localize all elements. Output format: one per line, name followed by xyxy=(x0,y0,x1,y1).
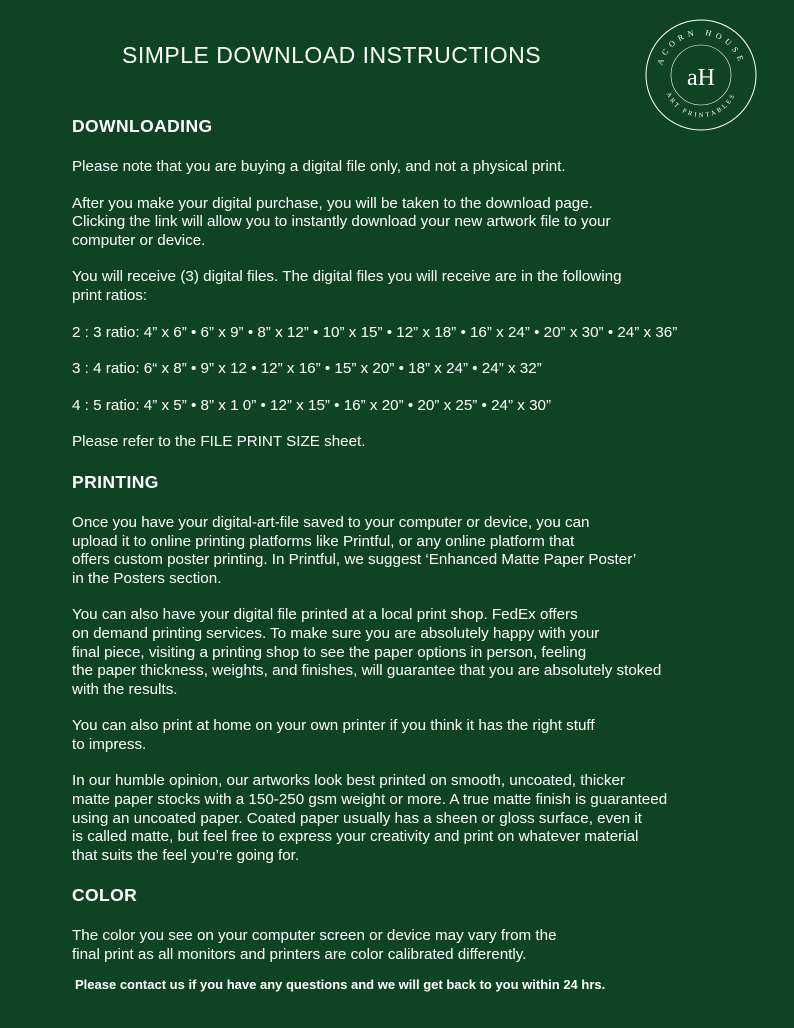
text-line: You can also have your digital file printed at a local print shop. FedEx offers xyxy=(72,606,578,624)
text-line: You can also print at home on your own printer if you think it has the right stuff xyxy=(72,717,595,735)
text-line: with the results. xyxy=(72,680,178,698)
ratio-3-4: 3 : 4 ratio: 6“ x 8” • 9” x 12 • 12” x 16” • 15” x 20” • 18” x 24” • 24” x 32” xyxy=(72,360,542,378)
text-line: is called matte, but feel free to express your creativity and print on whatever material xyxy=(72,828,639,846)
paragraph-paper-opinion xyxy=(72,772,772,865)
content xyxy=(72,112,772,965)
text-line: matte paper stocks with a 150-250 gsm weight or more. A true matte finish is guaranteed xyxy=(72,791,668,809)
text-line: Once you have your digital-art-file saved to your computer or device, you can xyxy=(72,513,590,531)
text-line: to impress. xyxy=(72,735,147,753)
paragraph-online-printing xyxy=(72,514,772,588)
section-heading-color: COLOR xyxy=(72,885,138,906)
paragraph-home-printing xyxy=(72,717,772,754)
paragraph-local-print-shop xyxy=(72,606,772,699)
text-line: final piece, visiting a printing shop to see the paper options in person, feeling xyxy=(72,643,587,661)
text-line: on demand printing services. To make sure you are absolutely happy with your xyxy=(72,624,600,642)
text-line: the paper thickness, weights, and finishes, will guarantee that you are absolutely stoked xyxy=(72,662,662,680)
logo-ring-top-text: ACORN HOUSE xyxy=(655,27,747,67)
paragraph-color-note xyxy=(72,927,772,964)
section-heading-printing: PRINTING xyxy=(72,471,159,492)
page-title: SIMPLE DOWNLOAD INSTRUCTIONS xyxy=(122,42,542,68)
section-heading-downloading: DOWNLOADING xyxy=(72,116,213,136)
text-line: The color you see on your computer screen or device may vary from the xyxy=(72,927,557,945)
text-line: Clicking the link will allow you to instantly download your new artwork file to your xyxy=(72,213,611,231)
text-line: computer or device. xyxy=(72,231,206,249)
text-line: You will receive (3) digital files. The digital files you will receive are in the following xyxy=(72,268,622,286)
text-line: In our humble opinion, our artworks look best printed on smooth, uncoated, thicker xyxy=(72,772,625,790)
contact-note: Please contact us if you have any questions and we will get back to you within 24 hrs. xyxy=(75,977,606,992)
paragraph-files xyxy=(72,268,772,305)
paragraph-refer: Please refer to the FILE PRINT SIZE sheet. xyxy=(72,433,366,451)
text-line: using an uncoated paper. Coated paper usually has a sheen or gloss surface, even it xyxy=(72,809,642,827)
logo-monogram: aH xyxy=(687,65,715,91)
paragraph-purchase xyxy=(72,195,772,251)
text-line: upload it to online printing platforms like Printful, or any online platform that xyxy=(72,532,575,550)
paragraph-digital-only: Please note that you are buying a digital file only, and not a physical print. xyxy=(72,158,566,175)
text-line: After you make your digital purchase, you will be taken to the download page. xyxy=(72,194,593,212)
text-line: print ratios: xyxy=(72,286,148,304)
text-line: that suits the feel you’re going for. xyxy=(72,846,300,864)
text-line: final print as all monitors and printers are color calibrated differently. xyxy=(72,946,527,964)
text-line: offers custom poster printing. In Printful, we suggest ‘Enhanced Matte Paper Poster’ xyxy=(72,551,637,569)
ratio-2-3: 2 : 3 ratio: 4” x 6” • 6” x 9” • 8” x 12” • 10” x 15” • 12” x 18” • 16” x 24” • 20” x 30” • 24” x 36” xyxy=(72,323,678,341)
ratio-4-5: 4 : 5 ratio: 4” x 5” • 8” x 1 0” • 12” x 15” • 16” x 20” • 20” x 25” • 24” x 30” xyxy=(72,396,552,414)
text-line: in the Posters section. xyxy=(72,569,222,587)
logo-ring-bottom-text: ART PRINTABLES xyxy=(664,91,738,120)
